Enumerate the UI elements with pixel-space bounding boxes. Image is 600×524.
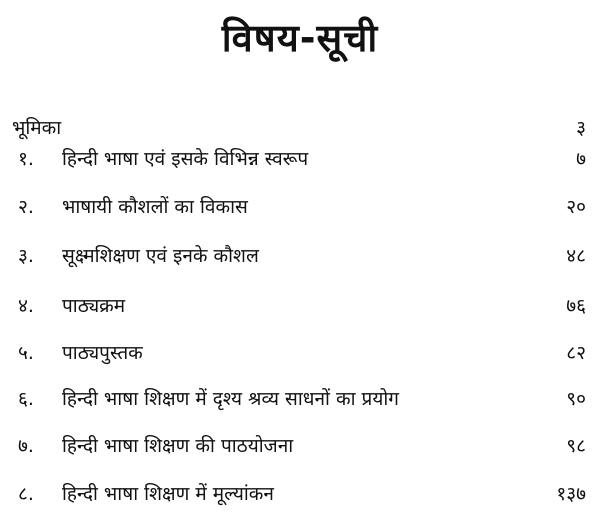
toc-entry-number: ३. — [18, 245, 34, 267]
toc-entry-intro — [0, 113, 600, 143]
toc-entry-page: ८२ — [566, 342, 586, 364]
toc-entry-label: हिन्दी भाषा शिक्षण में दृश्य श्रव्य साधनों का प्रयोग — [62, 388, 399, 410]
toc-entry-number: ५. — [18, 342, 34, 364]
toc-entry-page: ७ — [576, 148, 586, 170]
toc-entry-page: ३ — [576, 117, 586, 139]
toc-entry-number: ८. — [18, 483, 34, 505]
toc-entry-label: हिन्दी भाषा शिक्षण की पाठयोजना — [62, 435, 294, 457]
toc-entry-8 — [0, 479, 600, 509]
toc-entry-7 — [0, 431, 600, 461]
toc-entry-number: २. — [18, 196, 34, 218]
toc-entry-label: भाषायी कौशलों का विकास — [62, 196, 248, 218]
toc-entry-page: ४८ — [566, 245, 586, 267]
toc-entry-label: सूक्ष्मशिक्षण एवं इनके कौशल — [62, 245, 259, 267]
toc-entry-label: भूमिका — [12, 117, 62, 139]
toc-entry-number: ६. — [18, 388, 34, 410]
page-title: विषय-सूची — [221, 16, 379, 60]
toc-entry-page: ९८ — [566, 435, 586, 457]
toc-entry-page: ९० — [566, 388, 586, 410]
toc-entry-page: २० — [566, 196, 586, 218]
toc-entry-number: ४. — [18, 295, 34, 317]
toc-entry-label: पाठ्यक्रम — [62, 295, 126, 317]
toc-entry-label: हिन्दी भाषा शिक्षण में मूल्यांकन — [62, 483, 274, 505]
toc-entry-5 — [0, 338, 600, 368]
toc-entry-page: ७६ — [566, 295, 586, 317]
toc-entry-2 — [0, 192, 600, 222]
toc-entry-4 — [0, 291, 600, 321]
toc-entry-3 — [0, 241, 600, 271]
toc-entry-page: १३७ — [556, 483, 586, 505]
toc-entry-number: ७. — [18, 435, 34, 457]
toc-entry-label: हिन्दी भाषा एवं इसके विभिन्न स्वरूप — [62, 148, 309, 170]
toc-entry-6 — [0, 384, 600, 414]
toc-entry-number: १. — [18, 148, 34, 170]
toc-entry-1 — [0, 144, 600, 174]
toc-entry-label: पाठ्यपुस्तक — [62, 342, 143, 364]
